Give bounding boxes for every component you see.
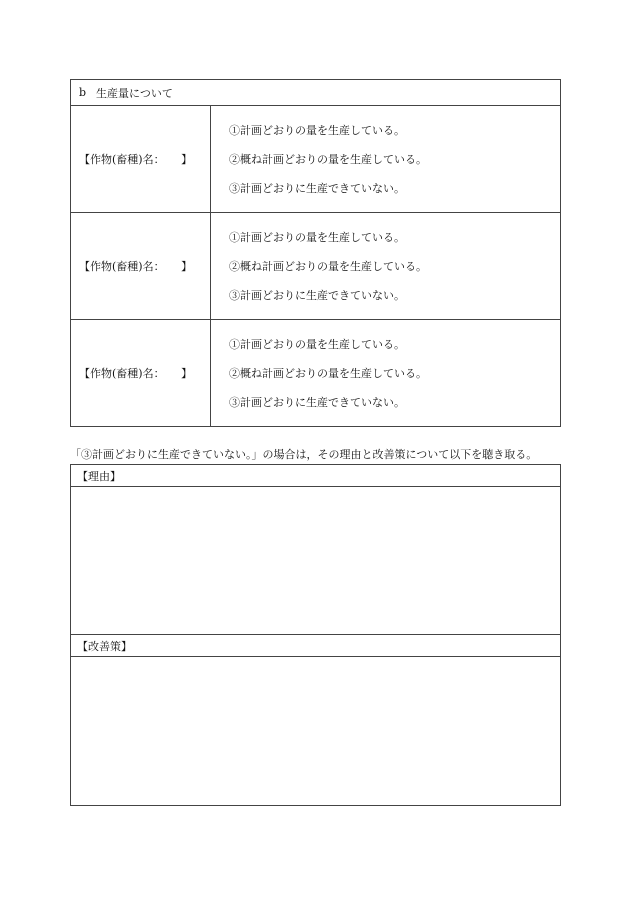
reason-box[interactable] — [70, 464, 561, 635]
section-letter: b — [79, 86, 87, 99]
production-options — [211, 213, 560, 319]
production-options — [211, 106, 560, 212]
instruction-note: 「③計画どおりに生産できていない。」の場合は，その理由と改善策について以下を聴き取る。 — [70, 448, 538, 461]
crop-name-cell[interactable]: 【作物(畜種)名： 】 — [71, 213, 211, 319]
production-table — [70, 79, 561, 427]
option-not-as-planned[interactable]: ③計画どおりに生産できていない。 — [229, 181, 405, 195]
improvement-box[interactable] — [70, 634, 561, 806]
option-mostly-as-planned[interactable]: ②概ね計画どおりの量を生産している。 — [229, 152, 427, 166]
option-as-planned[interactable]: ①計画どおりの量を生産している。 — [229, 123, 405, 137]
section-title: 生産量について — [96, 86, 173, 100]
crop-row-3 — [71, 320, 560, 426]
option-as-planned[interactable]: ①計画どおりの量を生産している。 — [229, 230, 405, 244]
crop-name-cell[interactable]: 【作物(畜種)名： 】 — [71, 106, 211, 212]
reason-box-title: 【理由】 — [71, 465, 560, 487]
option-mostly-as-planned[interactable]: ②概ね計画どおりの量を生産している。 — [229, 259, 427, 273]
crop-row-1 — [71, 106, 560, 213]
production-table-header — [71, 80, 560, 106]
option-as-planned[interactable]: ①計画どおりの量を生産している。 — [229, 337, 405, 351]
option-not-as-planned[interactable]: ③計画どおりに生産できていない。 — [229, 395, 405, 409]
improvement-box-title: 【改善策】 — [71, 635, 560, 657]
production-options — [211, 320, 560, 426]
crop-name-cell[interactable]: 【作物(畜種)名： 】 — [71, 320, 211, 426]
option-mostly-as-planned[interactable]: ②概ね計画どおりの量を生産している。 — [229, 366, 427, 380]
crop-row-2 — [71, 213, 560, 320]
option-not-as-planned[interactable]: ③計画どおりに生産できていない。 — [229, 288, 405, 302]
